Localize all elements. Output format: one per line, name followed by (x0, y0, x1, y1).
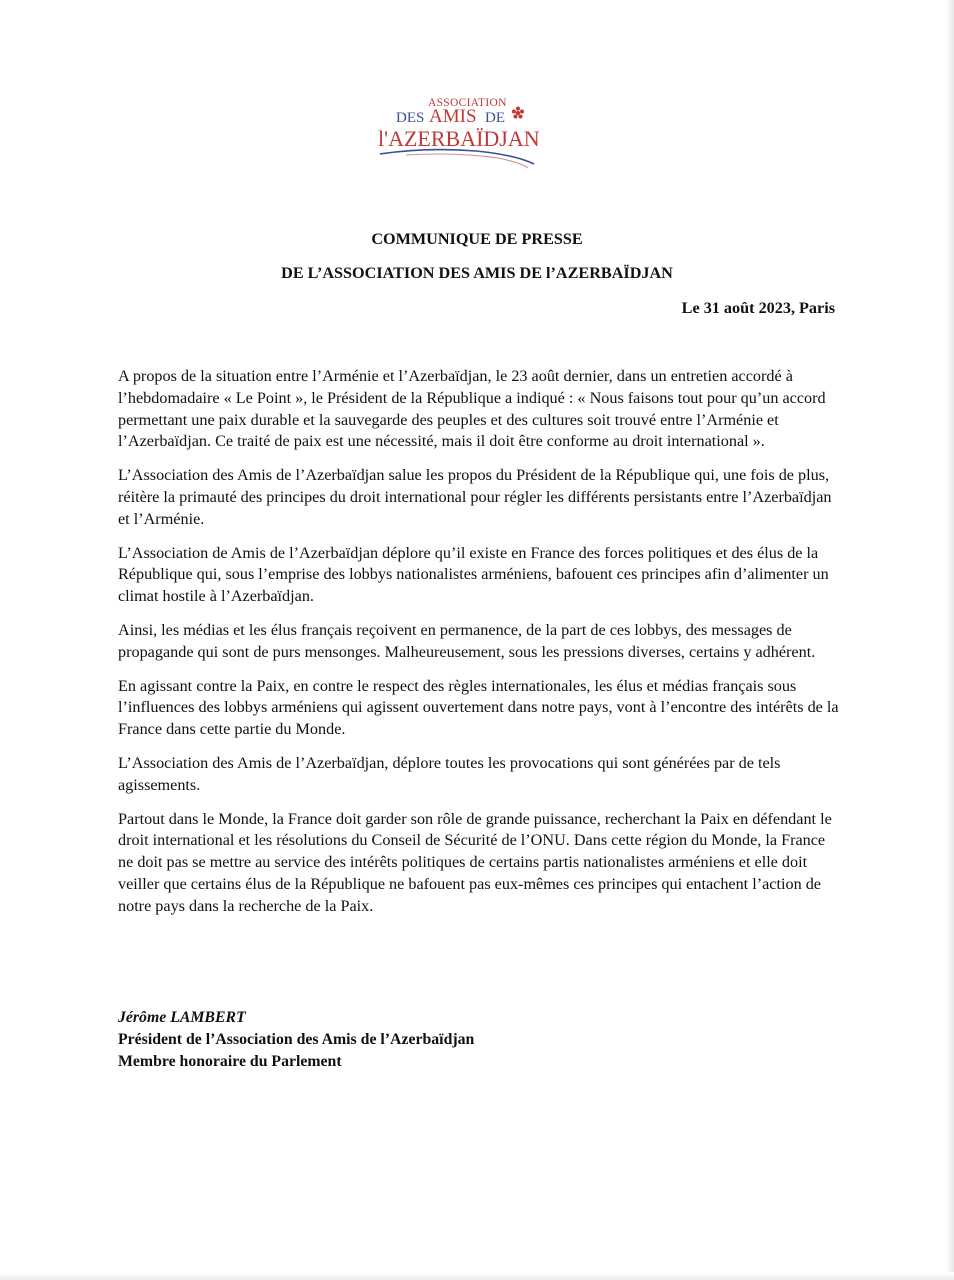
body-paragraph: L’Association des Amis de l’Azerbaïdjan salue les propos du Président de la République qui, une fois de plus, réitère la primauté des principes du droit international pour régler les différents persistants entre l’Azerbaïdjan et l’Arménie. (118, 466, 832, 528)
body-paragraph: Ainsi, les médias et les élus français reçoivent en permanence, de la part de ces lobbys, des messages de propagande qui sont de purs mensonges. Malheureusement, sous les pressions diverses, certains y adhérent. (118, 620, 816, 661)
logo-word-amis: AMIS (429, 106, 477, 127)
body-paragraph: A propos de la situation entre l’Arménie et l’Azerbaïdjan, le 23 août dernier, dans un entretien accordé à l’hebdomadaire « Le Point », le Président de la République a indiqué : « Nous faisons tout pour qu’un accord permettant une paix durable et la sauvegarde des peuples et des cultures soit trouvé entre l’Arménie et l’Azerbaïdjan. Ce traité de paix est une nécessité, mais il doit être conforme au droit international ». (118, 367, 826, 451)
logo-line-azerbaidjan: l'AZERBAÏDJAN (378, 126, 540, 151)
document-subtitle: DE L’ASSOCIATION DES AMIS DE l’AZERBAÏDJAN (281, 264, 673, 282)
body-paragraph: Partout dans le Monde, la France doit garder son rôle de grande puissance, recherchant la Paix en défendant le droit international et les résolutions du Conseil de Sécurité de l’ONU. Dans cette région du Monde, la France ne doit pas se mettre au service des intérêts politiques de certains partis nationalistes arméniens et elle doit veiller que certains élus de la République ne bafouent pas eux-mêmes ces principes qui entachent l’action de notre pays dans la recherche de la Paix. (118, 809, 832, 915)
body-paragraph: L’Association des Amis de l’Azerbaïdjan, déplore toutes les provocations qui sont générées par de tels agissements. (118, 753, 781, 794)
document-title: COMMUNIQUE DE PRESSE (371, 230, 583, 248)
logo-swash-blue (380, 150, 534, 164)
logo-word-des: DES (396, 110, 425, 126)
logo-line-association: ASSOCIATION (428, 97, 507, 109)
association-logo (366, 84, 588, 176)
signature-block (118, 1007, 474, 1073)
document-date: Le 31 août 2023, Paris (681, 299, 835, 317)
signatory-name: Jérôme LAMBERT (118, 1009, 246, 1026)
body-paragraph: En agissant contre la Paix, en contre le respect des règles internationales, les élus et médias français sous l’influences des lobbys arméniens qui agissent ouvertement dans notre pays, vont à l’encontre des intérêts de la France dans cette partie du Monde. (118, 676, 839, 739)
page-edge-right (946, 0, 954, 1280)
page-edge-bottom (0, 1272, 954, 1280)
signatory-title: Membre honoraire du Parlement (118, 1053, 342, 1070)
flower-icon (512, 107, 524, 119)
signatory-role: Président de l’Association des Amis de l’Azerbaïdjan (118, 1031, 475, 1048)
body-paragraph: L’Association de Amis de l’Azerbaïdjan déplore qu’il existe en France des forces politiques et des élus de la République qui, sous l’emprise des lobbys nationalistes arméniens, bafouent ces principes afin d’alimenter un climat hostile à l’Azerbaïdjan. (118, 543, 829, 606)
logo-word-de: DE (485, 110, 505, 126)
document-body (118, 366, 840, 930)
